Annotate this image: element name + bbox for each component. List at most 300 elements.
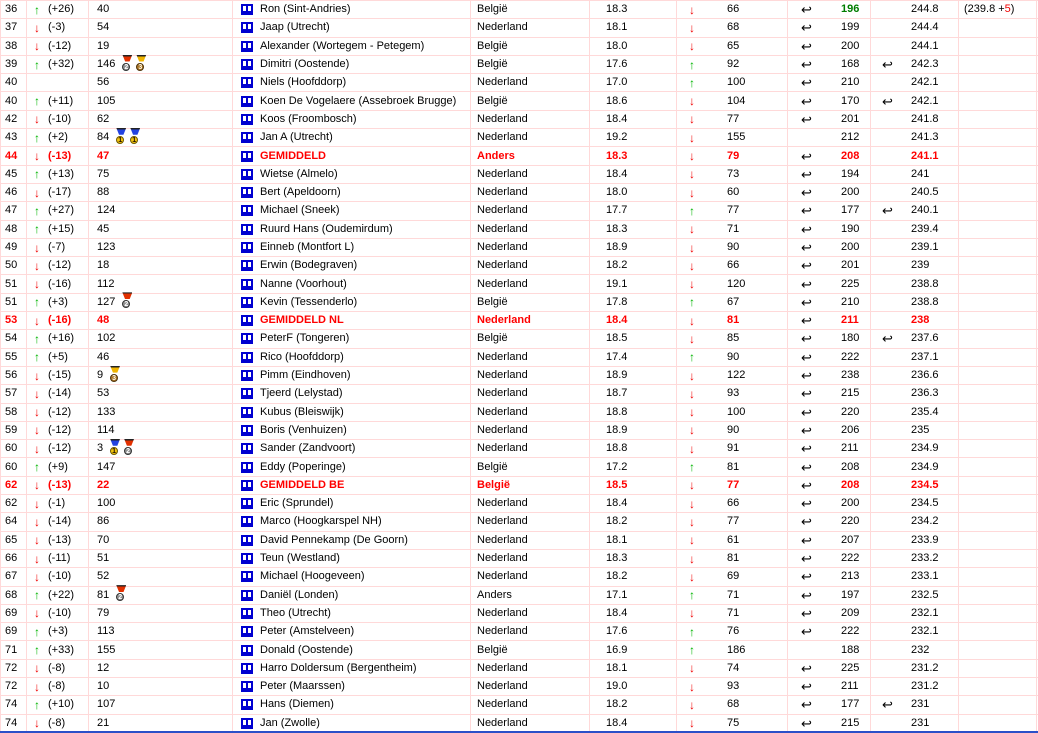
- table-row: [1, 202, 1038, 220]
- rank-value: 37: [5, 21, 18, 34]
- table-row: [1, 294, 1038, 312]
- player-name[interactable]: David Pennekamp (De Goorn): [260, 533, 408, 546]
- player-name[interactable]: Bert (Apeldoorn): [260, 186, 341, 199]
- table-row: [1, 568, 1038, 586]
- country-cell: [471, 111, 590, 128]
- rank-value: 74: [5, 698, 18, 711]
- movement-arrow-icon: ↓: [34, 661, 40, 676]
- trend-cell: [677, 587, 788, 604]
- player-profile-icon[interactable]: [241, 205, 253, 216]
- total-value: 241.1: [911, 149, 939, 162]
- total-value: 231.2: [911, 680, 939, 693]
- movement-cell: [27, 92, 89, 109]
- player-profile-icon[interactable]: [241, 4, 253, 15]
- repeat-icon: ↩: [801, 496, 812, 512]
- movement-arrow-icon: ↓: [34, 149, 40, 164]
- trend-cell: [677, 458, 788, 475]
- player-id-cell: [89, 111, 233, 128]
- repeat-icon: ↩: [882, 93, 893, 109]
- rank-cell: [1, 38, 27, 55]
- score-cell: [788, 92, 871, 109]
- trend-cell: [677, 623, 788, 640]
- player-name[interactable]: Sander (Zandvoort): [260, 442, 356, 455]
- trend-cell: [677, 202, 788, 219]
- trend-cell: [677, 495, 788, 512]
- country-value: Anders: [477, 588, 512, 601]
- player-id-cell: [89, 404, 233, 421]
- movement-value: (+15): [48, 222, 74, 235]
- average-value: 19.0: [606, 680, 628, 693]
- total-value: 231: [911, 716, 930, 729]
- movement-cell: [27, 513, 89, 530]
- player-profile-icon[interactable]: [241, 169, 253, 180]
- movement-value: (-8): [48, 716, 66, 729]
- score-value: 208: [841, 460, 860, 473]
- rank-cell: [1, 477, 27, 494]
- table-row: [1, 166, 1038, 184]
- player-profile-icon[interactable]: [241, 590, 253, 601]
- player-name-cell: [233, 440, 471, 457]
- trend-arrow-icon: ↓: [689, 2, 695, 17]
- rank-value: 72: [5, 680, 18, 693]
- table-row: [1, 477, 1038, 495]
- average-cell: [590, 19, 677, 36]
- player-name[interactable]: Eddy (Poperinge): [260, 460, 346, 473]
- medal-icon: [109, 439, 121, 455]
- movement-value: (-7): [48, 241, 66, 253]
- trend-cell: [677, 330, 788, 347]
- player-id: 22: [97, 478, 110, 491]
- player-profile-icon[interactable]: [241, 41, 253, 52]
- country-cell: [471, 202, 590, 219]
- country-cell: [471, 568, 590, 585]
- player-id-cell: [89, 312, 233, 329]
- total-value: 238.8: [911, 295, 939, 308]
- player-id-cell: [89, 513, 233, 530]
- player-profile-icon[interactable]: [241, 443, 253, 454]
- average-value: 18.3: [606, 222, 628, 235]
- player-name-cell: [233, 715, 471, 732]
- average-cell: [590, 513, 677, 530]
- player-id: 40: [97, 3, 110, 16]
- player-id: 54: [97, 21, 110, 34]
- player-profile-icon[interactable]: [241, 608, 253, 619]
- average-value: 18.5: [606, 332, 628, 345]
- player-id: 10: [97, 680, 110, 693]
- total-value: 241: [911, 167, 930, 180]
- movement-cell: [27, 641, 89, 658]
- player-name[interactable]: Jan A (Utrecht): [260, 131, 333, 144]
- average-cell: [590, 641, 677, 658]
- movement-value: (-1): [48, 497, 66, 510]
- score-value: 201: [841, 259, 860, 272]
- country-cell: [471, 330, 590, 347]
- repeat-icon: ↩: [801, 331, 812, 347]
- total-value: 240.5: [911, 186, 939, 199]
- country-cell: [471, 623, 590, 640]
- score-value: 199: [841, 21, 860, 34]
- score-value: 211: [841, 680, 859, 693]
- table-row: [1, 257, 1038, 275]
- total-cell: [871, 587, 959, 604]
- player-profile-icon[interactable]: [241, 663, 253, 674]
- player-profile-icon[interactable]: [241, 645, 253, 656]
- movement-value: (-11): [48, 552, 71, 565]
- player-name[interactable]: Jaap (Utrecht): [260, 21, 330, 34]
- score-cell: [788, 587, 871, 604]
- medal-icon: [121, 55, 133, 71]
- trend-cell: [677, 550, 788, 567]
- player-id-cell: [89, 19, 233, 36]
- player-name[interactable]: Marco (Hoogkarspel NH): [260, 515, 382, 528]
- player-id: 12: [97, 661, 110, 674]
- player-name[interactable]: Tjeerd (Lelystad): [260, 387, 343, 400]
- country-cell: [471, 1, 590, 18]
- average-value: 19.2: [606, 131, 628, 144]
- trend-cell: [677, 239, 788, 256]
- medal-icon: [135, 55, 147, 71]
- player-name[interactable]: Einneb (Montfort L): [260, 241, 355, 253]
- player-profile-icon[interactable]: [241, 151, 253, 162]
- score-cell: [788, 715, 871, 732]
- player-id: 21: [97, 716, 110, 729]
- player-profile-icon[interactable]: [241, 224, 253, 235]
- medal-ribbon: [116, 128, 126, 135]
- player-name[interactable]: Dimitri (Oostende): [260, 58, 350, 71]
- average-cell: [590, 111, 677, 128]
- player-id: 123: [97, 241, 116, 253]
- score-value: 194: [841, 167, 860, 180]
- player-id-cell: [89, 257, 233, 274]
- points-value: 93: [727, 680, 740, 693]
- points-value: 77: [727, 478, 740, 491]
- player-name[interactable]: Wietse (Almelo): [260, 167, 338, 180]
- rank-value: 40: [5, 94, 18, 107]
- country-cell: [471, 440, 590, 457]
- movement-value: (+33): [48, 643, 74, 656]
- player-name[interactable]: GEMIDDELD BE: [260, 478, 345, 491]
- score-value: 225: [841, 661, 860, 674]
- player-name[interactable]: Kubus (Bleiswijk): [260, 405, 344, 418]
- player-profile-icon[interactable]: [241, 498, 253, 509]
- player-name-cell: [233, 202, 471, 219]
- rank-cell: [1, 312, 27, 329]
- player-name[interactable]: Kevin (Tessenderlo): [260, 295, 358, 308]
- player-name[interactable]: Koen De Vogelaere (Assebroek Brugge): [260, 94, 457, 107]
- score-cell: [788, 129, 871, 146]
- movement-value: (+3): [48, 625, 68, 638]
- score-value: 225: [841, 277, 860, 290]
- score-value: 207: [841, 533, 860, 546]
- trend-cell: [677, 422, 788, 439]
- note-cell: [959, 623, 1037, 640]
- average-value: 18.4: [606, 314, 628, 327]
- player-profile-icon[interactable]: [241, 297, 253, 308]
- score-value: 210: [841, 76, 860, 89]
- points-value: 104: [727, 94, 746, 107]
- player-profile-icon[interactable]: [241, 571, 253, 582]
- player-id-cell: [89, 532, 233, 549]
- table-row: [1, 495, 1038, 513]
- country-cell: [471, 587, 590, 604]
- score-value: 190: [841, 222, 860, 235]
- country-cell: [471, 257, 590, 274]
- movement-value: (-17): [48, 186, 72, 199]
- score-value: 200: [841, 186, 860, 199]
- average-value: 18.9: [606, 369, 628, 382]
- average-cell: [590, 202, 677, 219]
- trend-cell: [677, 696, 788, 713]
- player-name-cell: [233, 660, 471, 677]
- player-name[interactable]: Peter (Maarssen): [260, 680, 345, 693]
- player-profile-icon[interactable]: [241, 333, 253, 344]
- player-name[interactable]: Ron (Sint-Andries): [260, 3, 351, 16]
- movement-arrow-icon: ↓: [34, 551, 40, 566]
- player-id: 18: [97, 259, 110, 272]
- movement-cell: [27, 696, 89, 713]
- country-cell: [471, 312, 590, 329]
- country-value: Nederland: [477, 277, 528, 290]
- player-name[interactable]: Erwin (Bodegraven): [260, 259, 358, 272]
- score-value: 220: [841, 405, 860, 418]
- score-cell: [788, 111, 871, 128]
- player-id: 114: [97, 423, 115, 436]
- note-cell: [959, 111, 1037, 128]
- medal-rank: 3: [110, 374, 118, 382]
- player-name-cell: [233, 129, 471, 146]
- score-cell: [788, 678, 871, 695]
- score-cell: [788, 221, 871, 238]
- movement-value: (-12): [48, 259, 72, 272]
- player-id-cell: [89, 330, 233, 347]
- average-value: 18.0: [606, 39, 628, 52]
- player-name[interactable]: Peter (Amstelveen): [260, 625, 355, 638]
- player-name[interactable]: Hans (Diemen): [260, 698, 334, 711]
- rank-cell: [1, 92, 27, 109]
- average-value: 19.1: [606, 277, 628, 290]
- player-profile-icon[interactable]: [241, 407, 253, 418]
- table-row: [1, 221, 1038, 239]
- player-name[interactable]: Michael (Hoogeveen): [260, 570, 365, 583]
- movement-arrow-icon: ↑: [34, 624, 40, 639]
- trend-arrow-icon: ↓: [689, 277, 695, 292]
- player-name[interactable]: Ruurd Hans (Oudemirdum): [260, 222, 393, 235]
- player-name[interactable]: Donald (Oostende): [260, 643, 353, 656]
- note-cell: [959, 349, 1037, 366]
- player-profile-icon[interactable]: [241, 681, 253, 692]
- trend-cell: [677, 367, 788, 384]
- player-profile-icon[interactable]: [241, 22, 253, 33]
- average-value: 18.4: [606, 716, 628, 729]
- score-cell: [788, 367, 871, 384]
- rank-value: 42: [5, 112, 18, 125]
- total-value: 241.8: [911, 112, 939, 125]
- player-profile-icon[interactable]: [241, 352, 253, 363]
- total-cell: [871, 19, 959, 36]
- repeat-icon: ↩: [801, 624, 812, 640]
- player-name-cell: [233, 623, 471, 640]
- player-profile-icon[interactable]: [241, 480, 253, 491]
- country-value: Nederland: [477, 387, 528, 400]
- rank-cell: [1, 294, 27, 311]
- player-name[interactable]: Koos (Froombosch): [260, 112, 357, 125]
- average-cell: [590, 440, 677, 457]
- player-profile-icon[interactable]: [241, 315, 253, 326]
- player-id: 86: [97, 515, 110, 528]
- player-name[interactable]: PeterF (Tongeren): [260, 332, 350, 345]
- table-row: [1, 678, 1038, 696]
- country-value: Nederland: [477, 314, 531, 327]
- average-value: 18.4: [606, 167, 628, 180]
- player-profile-icon[interactable]: [241, 370, 253, 381]
- player-name[interactable]: Eric (Sprundel): [260, 497, 334, 510]
- note-cell: [959, 312, 1037, 329]
- movement-cell: [27, 458, 89, 475]
- movement-arrow-icon: ↓: [34, 313, 40, 328]
- rank-value: 62: [5, 478, 18, 491]
- country-value: Nederland: [477, 680, 528, 693]
- player-name[interactable]: Nanne (Voorhout): [260, 277, 347, 290]
- total-value: 239: [911, 259, 930, 272]
- movement-cell: [27, 568, 89, 585]
- player-profile-icon[interactable]: [241, 132, 253, 143]
- total-cell: [871, 513, 959, 530]
- player-name[interactable]: Pimm (Eindhoven): [260, 369, 351, 382]
- country-value: Nederland: [477, 625, 528, 638]
- repeat-icon: ↩: [801, 148, 812, 164]
- repeat-icon: ↩: [801, 57, 812, 73]
- movement-cell: [27, 294, 89, 311]
- country-value: Nederland: [477, 533, 528, 546]
- movement-cell: [27, 349, 89, 366]
- country-value: Nederland: [477, 167, 528, 180]
- movement-arrow-icon: ↑: [34, 2, 40, 17]
- score-cell: [788, 477, 871, 494]
- movement-value: (+10): [48, 698, 74, 711]
- player-id-cell: [89, 440, 233, 457]
- total-value: 233.2: [911, 552, 939, 565]
- player-name-cell: [233, 532, 471, 549]
- player-name[interactable]: Rico (Hoofddorp): [260, 350, 344, 363]
- medals: [109, 366, 121, 382]
- player-profile-icon[interactable]: [241, 388, 253, 399]
- player-name[interactable]: Harro Doldersum (Bergentheim): [260, 661, 417, 674]
- player-name[interactable]: Niels (Hoofddorp): [260, 76, 347, 89]
- country-value: Nederland: [477, 515, 528, 528]
- player-profile-icon[interactable]: [241, 59, 253, 70]
- player-profile-icon[interactable]: [241, 279, 253, 290]
- score-value: 188: [841, 643, 860, 656]
- country-cell: [471, 404, 590, 421]
- total-cell: [871, 184, 959, 201]
- player-name[interactable]: Daniël (Londen): [260, 588, 339, 601]
- points-value: 66: [727, 497, 740, 510]
- repeat-icon: ↩: [801, 441, 812, 457]
- player-name-cell: [233, 239, 471, 256]
- player-name[interactable]: Michael (Sneek): [260, 204, 340, 217]
- player-profile-icon[interactable]: [241, 516, 253, 527]
- table-row: [1, 587, 1038, 605]
- trend-arrow-icon: ↓: [689, 94, 695, 109]
- country-cell: [471, 605, 590, 622]
- note-cell: [959, 385, 1037, 402]
- total-cell: [871, 641, 959, 658]
- score-cell: [788, 56, 871, 73]
- player-name[interactable]: Alexander (Wortegem - Petegem): [260, 39, 425, 52]
- player-profile-icon[interactable]: [241, 535, 253, 546]
- average-value: 18.3: [606, 552, 628, 565]
- player-profile-icon[interactable]: [241, 462, 253, 473]
- player-name[interactable]: Teun (Westland): [260, 552, 340, 565]
- average-value: 17.7: [606, 204, 628, 217]
- note-cell: [959, 696, 1037, 713]
- player-id-cell: [89, 129, 233, 146]
- trend-arrow-icon: ↓: [689, 697, 695, 712]
- repeat-icon: ↩: [882, 697, 893, 713]
- player-profile-icon[interactable]: [241, 242, 253, 253]
- trend-cell: [677, 92, 788, 109]
- movement-cell: [27, 422, 89, 439]
- player-id: 46: [97, 350, 110, 363]
- trend-arrow-icon: ↓: [689, 149, 695, 164]
- player-profile-icon[interactable]: [241, 114, 253, 125]
- rank-cell: [1, 568, 27, 585]
- points-value: 77: [727, 204, 740, 217]
- player-name[interactable]: Jan (Zwolle): [260, 716, 320, 729]
- total-cell: [871, 111, 959, 128]
- score-value: 215: [841, 716, 860, 729]
- player-id-cell: [89, 294, 233, 311]
- player-profile-icon[interactable]: [241, 553, 253, 564]
- player-name[interactable]: GEMIDDELD: [260, 149, 326, 162]
- movement-cell: [27, 111, 89, 128]
- medal-icon: [121, 292, 133, 308]
- rank-cell: [1, 1, 27, 18]
- repeat-icon: ↩: [801, 93, 812, 109]
- player-profile-icon[interactable]: [241, 699, 253, 710]
- player-name[interactable]: Theo (Utrecht): [260, 606, 331, 619]
- movement-value: (-13): [48, 149, 72, 162]
- player-profile-icon[interactable]: [241, 260, 253, 271]
- player-profile-icon[interactable]: [241, 77, 253, 88]
- average-cell: [590, 477, 677, 494]
- average-cell: [590, 458, 677, 475]
- table-row: [1, 111, 1038, 129]
- player-id: 155: [97, 643, 116, 656]
- player-profile-icon[interactable]: [241, 187, 253, 198]
- player-profile-icon[interactable]: [241, 96, 253, 107]
- player-profile-icon[interactable]: [241, 718, 253, 729]
- player-profile-icon[interactable]: [241, 626, 253, 637]
- country-value: Nederland: [477, 76, 528, 89]
- medal-rank: 2: [116, 593, 124, 601]
- player-name[interactable]: GEMIDDELD NL: [260, 314, 344, 327]
- total-value: 244.4: [911, 21, 939, 34]
- movement-arrow-icon: ↓: [34, 405, 40, 420]
- note-cell: [959, 568, 1037, 585]
- player-profile-icon[interactable]: [241, 425, 253, 436]
- trend-cell: [677, 1, 788, 18]
- trend-cell: [677, 605, 788, 622]
- points-value: 66: [727, 3, 740, 16]
- repeat-icon: ↩: [801, 587, 812, 603]
- rank-value: 56: [5, 369, 18, 382]
- player-id-cell: [89, 696, 233, 713]
- rank-value: 58: [5, 405, 18, 418]
- note-cell: [959, 495, 1037, 512]
- player-name-cell: [233, 568, 471, 585]
- player-name[interactable]: Boris (Venhuizen): [260, 423, 347, 436]
